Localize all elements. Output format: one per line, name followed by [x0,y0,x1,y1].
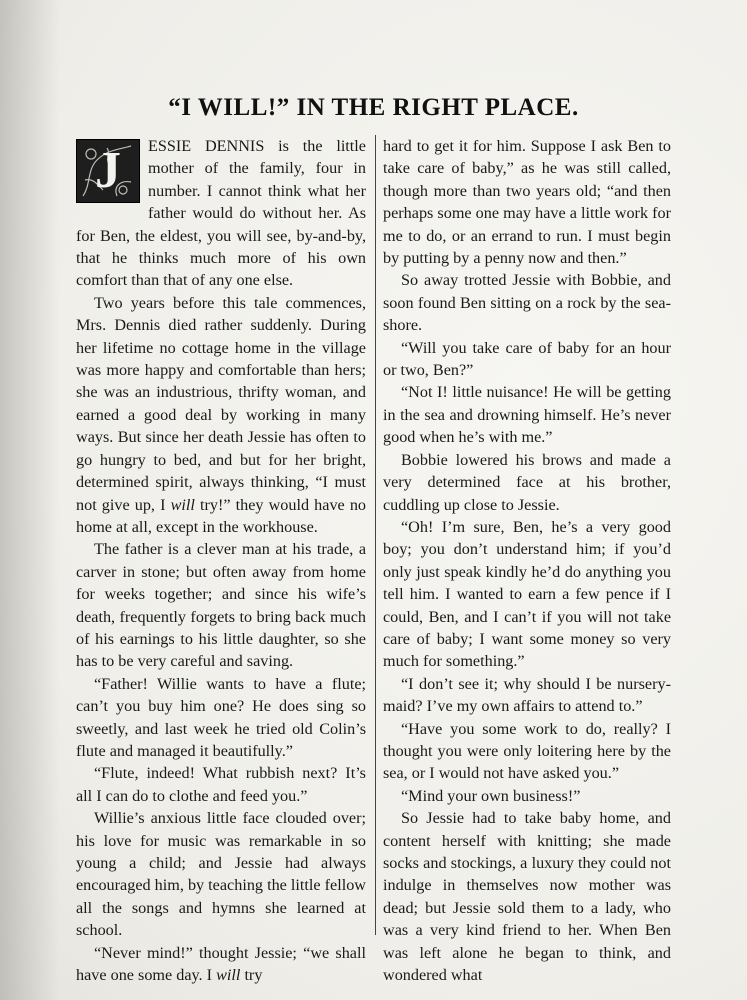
paragraph: The father is a clever man at his trade, a carver in stone; but often away from home for weeks together; and since his wife’s death, frequently forgets to bring back much of his earnings to his little daughter, so she has to be very careful and saving. [76,540,366,671]
emphasis: will [170,495,195,514]
paragraph: “Father! Willie wants to have a flute; can’t you buy him one? He does sing so sweetly, and last week he tried old Colin’s flute and managed it beautifully.” [76,674,366,760]
article-title: “I WILL!” IN THE RIGHT PLACE. [168,94,579,121]
dropcap-letter: J [95,142,121,199]
column-divider [375,135,376,935]
paragraph: “Flute, indeed! What rubbish next? It’s all I can do to clothe and feed you.” [76,764,366,805]
paragraph: ESSIE DENNIS is the little mother of the family, four in number. I cannot think what her father would do without her. As for Ben, the eldest, you will see, by-and-by, that he thinks much more of his own comfort than that of any one else. [76,137,366,290]
emphasis: will [216,966,241,985]
opening-paragraph-block [76,135,366,292]
paragraph: So Jessie had to take baby home, and content herself with knitting; she made socks and stockings, a luxury they could not indulge in themselves now mother was dead; but Jessie sold them to a lady, who was a very kind friend to her. When Ben was left alone he began to think, and wondered what [383,809,671,985]
paragraph: Bobbie lowered his brows and made a very determined face at his brother, cuddling up close to Jessie. [383,450,671,514]
paragraph: Two years before this tale commences, Mrs. Dennis died rather suddenly. During her lifetime no cottage home in the village was more happy and comfortable than hers; she was an industrious, thrifty woman, and earned a good deal by working in many ways. But since her death Jessie has often to go hungry to bed, and but for her bright, determined spirit, always thinking, “I must not give up, I will try!” they would have no home at all, except in the workhouse. [76,293,367,536]
paragraph: “I don’t see it; why should I be nursery-maid? I’ve my own affairs to attend to.” [383,674,671,716]
paragraph: “Never mind!” thought Jessie; “we shall have one some day. I will try [76,943,366,985]
paragraph: “Mind your own business!” [401,786,581,805]
paragraph: “Oh! I’m sure, Ben, he’s a very good boy; you don’t understand him; if you’d only just speak kindly he’d do anything you tell him. I wanted to earn a few pence if I could, Ben, and I can’t if you will not take care of baby; I want some money so very much for something.” [383,517,671,671]
ornamental-dropcap [76,139,140,203]
paragraph: “Have you some work to do, really? I thought you were only loitering here by the sea, or I would not have asked you.” [383,719,671,783]
paragraph: “Will you take care of baby for an hour or two, Ben?” [383,338,671,380]
paragraph: Willie’s anxious little face clouded over; his love for music was remarkable in so young a child; and Jessie had always encouraged him, by teaching the little fellow all the songs and hymns she learned at school. [76,809,366,940]
left-column [76,135,366,986]
page-edge-shadow [0,0,60,1000]
paragraph: hard to get it for him. Suppose I ask Ben to take care of baby,” as he was still called, though more than two years old; “and then perhaps some one may have a little work for me to do, or an errand to run. I must begin by putting by a penny now and then.” [383,137,671,268]
right-column [383,135,671,986]
paragraph: “Not I! little nuisance! He will be getting in the sea and drowning himself. He’s never good when he’s with me.” [383,383,671,447]
paragraph: So away trotted Jessie with Bobbie, and soon found Ben sitting on a rock by the sea-shore. [383,271,671,335]
